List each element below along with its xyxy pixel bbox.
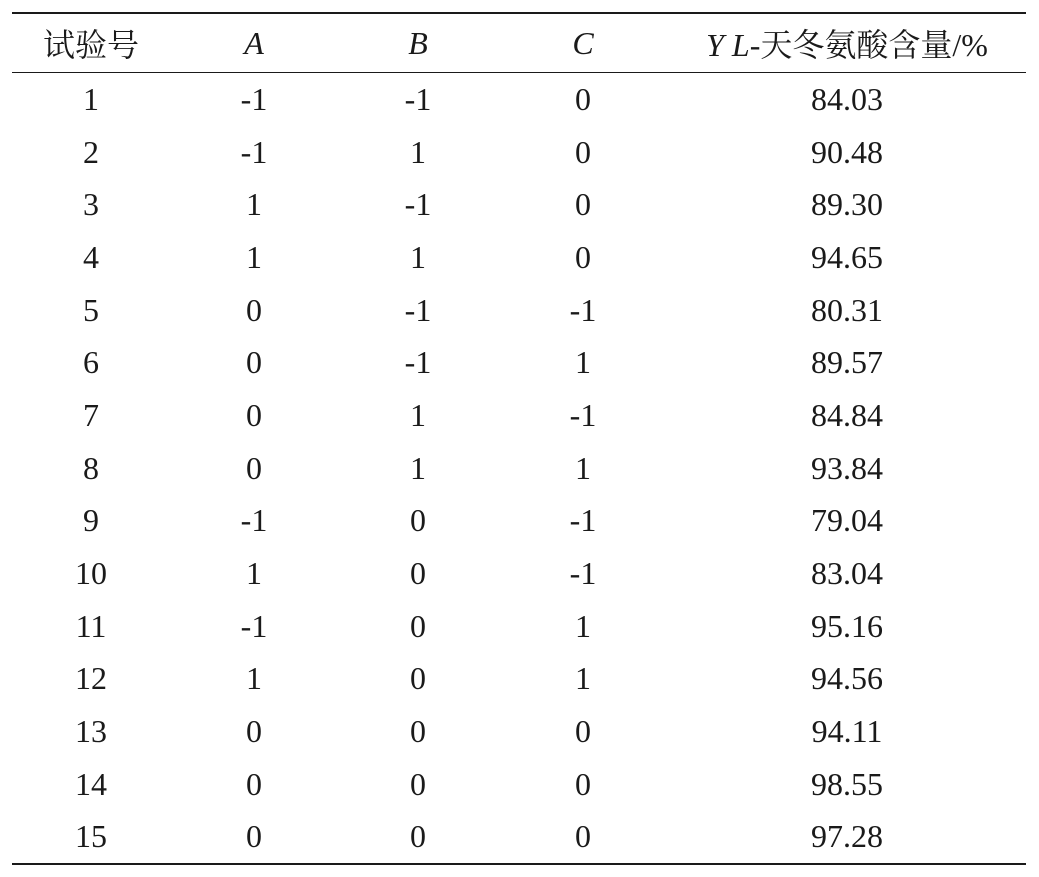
cell-y: 84.03 <box>811 80 883 117</box>
cell-c: 0 <box>575 133 591 170</box>
header-row <box>12 13 1026 73</box>
header-y-symbol: Y <box>706 27 724 63</box>
cell-a: 1 <box>246 555 262 592</box>
table-row <box>12 758 1026 811</box>
table-row <box>12 126 1026 179</box>
header-y-label-prefix: L <box>731 27 750 63</box>
header-trial: 试验号 <box>42 27 139 63</box>
cell-c: 1 <box>575 344 591 381</box>
cell-trial: 2 <box>83 133 99 170</box>
cell-trial: 4 <box>83 238 99 275</box>
cell-b: 1 <box>410 449 426 486</box>
cell-y: 94.56 <box>811 660 883 697</box>
cell-c: -1 <box>569 555 597 592</box>
table-row <box>12 495 1026 548</box>
cell-c: -1 <box>569 396 597 433</box>
cell-a: -1 <box>240 607 268 644</box>
cell-b: 0 <box>410 607 426 644</box>
header-b: B <box>408 24 428 61</box>
table-row <box>12 73 1026 126</box>
cell-c: 0 <box>575 238 591 275</box>
header-a: A <box>244 24 264 61</box>
cell-a: 0 <box>246 291 262 328</box>
table-header <box>12 13 1026 73</box>
cell-b: 0 <box>410 660 426 697</box>
cell-b: 1 <box>410 133 426 170</box>
cell-trial: 7 <box>83 396 99 433</box>
cell-a: 1 <box>246 660 262 697</box>
results-table-container <box>12 12 1026 865</box>
cell-a: -1 <box>240 502 268 539</box>
table-row <box>12 547 1026 600</box>
table-row <box>12 336 1026 389</box>
cell-a: 1 <box>246 238 262 275</box>
cell-c: 1 <box>575 607 591 644</box>
cell-y: 94.65 <box>811 238 883 275</box>
cell-c: -1 <box>569 502 597 539</box>
cell-trial: 10 <box>75 555 107 592</box>
cell-trial: 14 <box>75 765 107 802</box>
cell-c: 0 <box>575 765 591 802</box>
table-row <box>12 653 1026 706</box>
cell-y: 80.31 <box>811 291 883 328</box>
cell-b: 0 <box>410 555 426 592</box>
header-y <box>668 13 1026 73</box>
cell-y: 79.04 <box>811 502 883 539</box>
cell-b: -1 <box>404 344 432 381</box>
cell-b: 0 <box>410 502 426 539</box>
cell-c: 0 <box>575 713 591 750</box>
cell-a: -1 <box>240 80 268 117</box>
cell-c: -1 <box>569 291 597 328</box>
cell-trial: 8 <box>83 449 99 486</box>
cell-a: 1 <box>246 186 262 223</box>
cell-c: 0 <box>575 818 591 855</box>
cell-a: 0 <box>246 713 262 750</box>
cell-c: 1 <box>575 449 591 486</box>
cell-y: 89.30 <box>811 186 883 223</box>
cell-y: 83.04 <box>811 555 883 592</box>
cell-a: 0 <box>246 344 262 381</box>
cell-b: -1 <box>404 80 432 117</box>
cell-y: 98.55 <box>811 765 883 802</box>
cell-trial: 3 <box>83 186 99 223</box>
cell-a: 0 <box>246 449 262 486</box>
cell-y: 94.11 <box>811 713 883 750</box>
cell-y: 97.28 <box>811 818 883 855</box>
header-y-label-rest: -天冬氨酸含量/% <box>749 27 988 63</box>
cell-c: 0 <box>575 186 591 223</box>
cell-a: 0 <box>246 818 262 855</box>
cell-y: 95.16 <box>811 607 883 644</box>
cell-trial: 15 <box>75 818 107 855</box>
header-y-label <box>732 27 988 63</box>
table-row <box>12 284 1026 337</box>
cell-a: 0 <box>246 765 262 802</box>
cell-c: 0 <box>575 80 591 117</box>
cell-c: 1 <box>575 660 591 697</box>
table-row <box>12 442 1026 495</box>
cell-trial: 12 <box>75 660 107 697</box>
cell-y: 90.48 <box>811 133 883 170</box>
results-table <box>12 12 1026 865</box>
table-row <box>12 705 1026 758</box>
cell-b: 0 <box>410 818 426 855</box>
cell-y: 93.84 <box>811 449 883 486</box>
cell-b: 0 <box>410 765 426 802</box>
table-row <box>12 811 1026 865</box>
cell-a: 0 <box>246 396 262 433</box>
cell-y: 89.57 <box>811 344 883 381</box>
cell-b: 0 <box>410 713 426 750</box>
cell-trial: 13 <box>75 713 107 750</box>
table-body <box>12 73 1026 865</box>
cell-b: 1 <box>410 396 426 433</box>
table-row <box>12 600 1026 653</box>
cell-trial: 11 <box>75 607 107 644</box>
cell-trial: 6 <box>83 344 99 381</box>
cell-y: 84.84 <box>811 396 883 433</box>
header-c: C <box>572 24 594 61</box>
cell-trial: 1 <box>83 80 99 117</box>
cell-a: -1 <box>240 133 268 170</box>
cell-trial: 5 <box>83 291 99 328</box>
table-row <box>12 178 1026 231</box>
cell-trial: 9 <box>83 502 99 539</box>
cell-b: -1 <box>404 291 432 328</box>
table-row <box>12 389 1026 442</box>
cell-b: 1 <box>410 238 426 275</box>
table-row <box>12 231 1026 284</box>
cell-b: -1 <box>404 186 432 223</box>
